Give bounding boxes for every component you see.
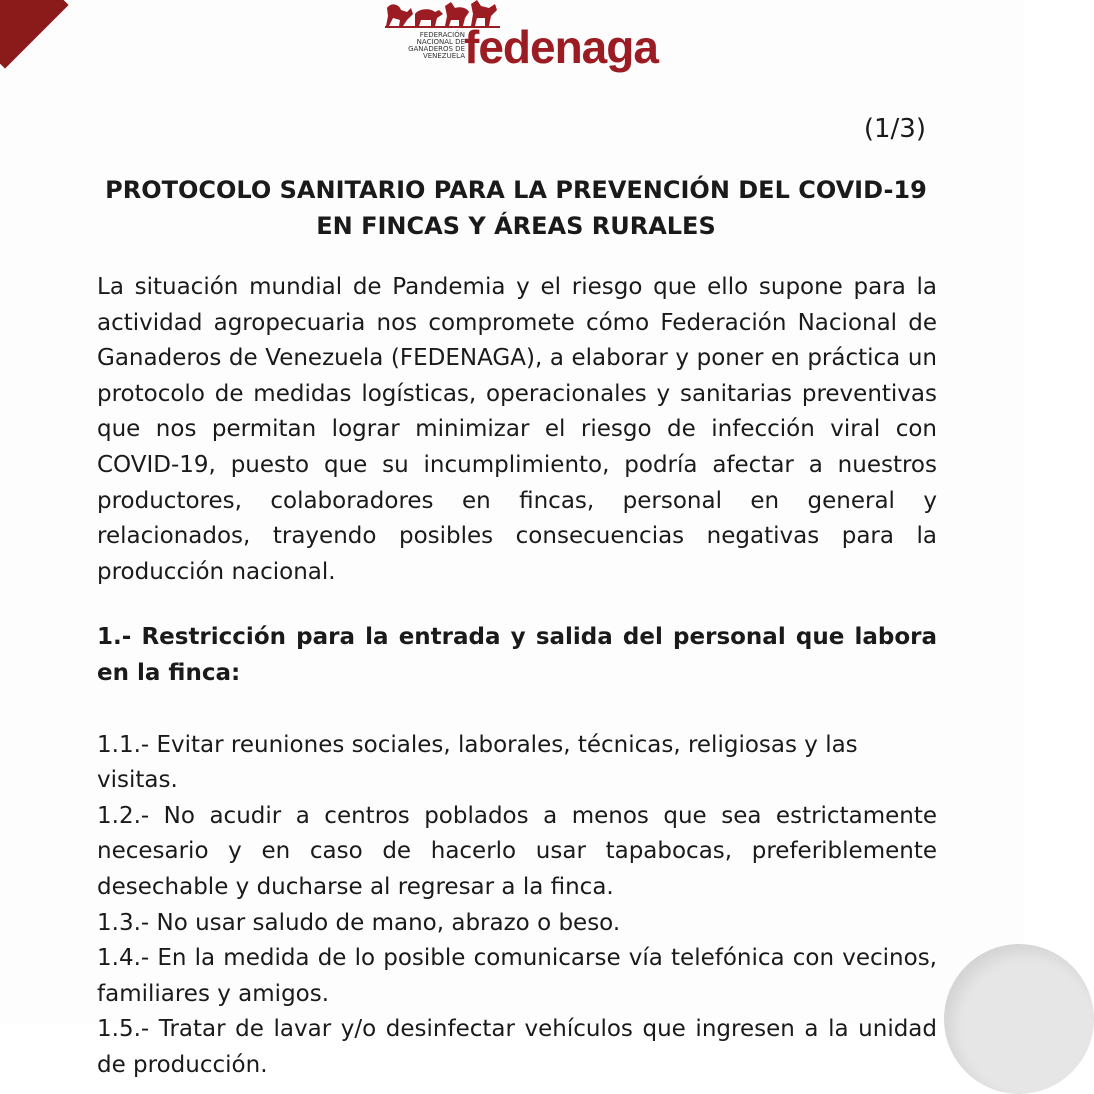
page-curl-decoration (944, 944, 1094, 1094)
intro-paragraph: La situación mundial de Pandemia y el riesgo que ello supone para la actividad agropecuaria nos compromete cómo Federación Nacional de Ganaderos de Venezuela (FEDENAGA), a elaborar y poner en práctica un protocolo de medidas logísticas, operacionales y sanitarias preventivas que nos permitan lograr minimizar el riesgo de infección viral con COVID-19, puesto que su incumplimiento, podría afectar a nuestros productores, colaboradores en fincas, personal en general y relacionados, trayendo posibles consecuencias negativas para la producción nacional. (97, 274, 937, 585)
list-item: 1.2.- No acudir a centros poblados a menos que sea estrictamente necesario y en caso de hacerlo usar tapabocas, preferiblemente desechable y ducharse al regresar a la finca. (97, 802, 937, 900)
fedenaga-logo (385, 0, 658, 80)
list-item: 1.1.- Evitar reuniones sociales, laborales, técnicas, religiosas y las visitas. (97, 731, 858, 794)
list-item: 1.4.- En la medida de lo posible comunicarse vía telefónica con vecinos, familiares y amigos. (97, 945, 937, 1007)
logo-full-name: FEDERACIÓN NACIONAL DE GANADEROS DE VENEZUELA (408, 31, 465, 60)
document-title: PROTOCOLO SANITARIO PARA LA PREVENCIÓN DEL COVID-19 EN FINCAS Y ÁREAS RURALES (105, 176, 927, 240)
section-heading: 1.- Restricción para la entrada y salida del personal que labora en la finca: (97, 624, 937, 686)
section-items (97, 728, 937, 1084)
corner-decoration-top-left (0, 0, 69, 69)
logo-wordmark: fedenaga (464, 21, 658, 73)
list-item: 1.3.- No usar saludo de mano, abrazo o beso. (97, 909, 621, 936)
document-body (97, 270, 937, 1083)
page-number: (1/3) (863, 114, 926, 144)
list-item: 1.5.- Tratar de lavar y/o desinfectar vehículos que ingresen a la unidad de producción. (97, 1016, 937, 1078)
